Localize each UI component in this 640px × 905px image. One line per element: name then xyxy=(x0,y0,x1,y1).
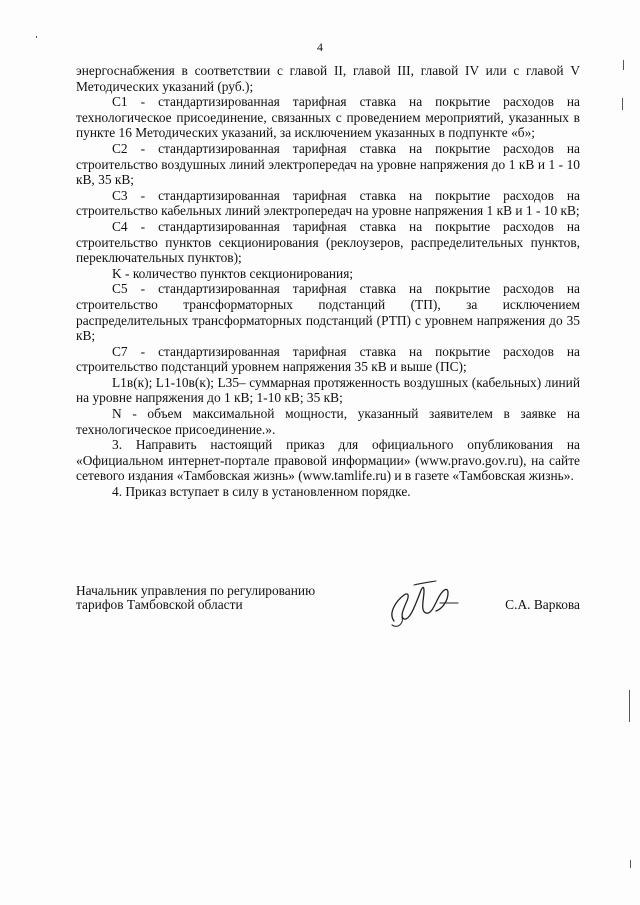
paragraph-continuation: энергоснабжения в соответствии с главой II, главой III, главой IV или с главой V Методических указаний (руб.); xyxy=(76,63,580,94)
scan-edge-mark xyxy=(622,98,623,110)
signatory-name: С.А. Варкова xyxy=(505,597,580,612)
paragraph-c4: C4 - стандартизированная тарифная ставка на покрытие расходов на строительство пунктов секционирования (реклоузеров, распределительных пунктов, переключательных пунктов); xyxy=(76,218,580,266)
paragraph-c1: C1 - стандартизированная тарифная ставка на покрытие расходов на технологическое присоединение, связанных с проведением мероприятий, указанных в пункте 16 Методических указаний, за исключением указанных в подпункте «б»; xyxy=(76,94,580,141)
signature-block xyxy=(76,583,580,633)
signatory-title-line-1: Начальник управления по регулированию xyxy=(76,583,316,598)
scan-edge-mark xyxy=(629,690,630,722)
page-number: 4 xyxy=(317,40,323,54)
paragraph-item-3: 3. Направить настоящий приказ для официального опубликования на «Официальном интернет-портале правовой информации» (www.pravo.gov.ru), на сайте сетевого издания «Тамбовская жизнь» (www.tamlife.ru) и в газете «Тамбовская жизнь». xyxy=(76,437,580,484)
paragraph-k: K - количество пунктов секционирования; xyxy=(112,265,354,281)
paragraph-c7: C7 - стандартизированная тарифная ставка на покрытие расходов на строительство подстанций уровнем напряжения 35 кВ и выше (ПС); xyxy=(76,343,580,375)
paragraph-c3: C3 - стандартизированная тарифная ставка на покрытие расходов на строительство кабельных линий электропередач на уровне напряжения 1 кВ и 1 - 10 кВ; xyxy=(76,187,580,219)
scan-edge-mark xyxy=(36,36,37,38)
handwritten-signature xyxy=(374,573,484,633)
scan-edge-mark xyxy=(623,60,624,70)
paragraph-n: N - объем максимальной мощности, указанный заявителем в заявке на технологическое присоединение.». xyxy=(76,406,580,437)
document-body xyxy=(76,63,580,500)
paragraph-item-4: 4. Приказ вступает в силу в установленном порядке. xyxy=(112,484,411,500)
paragraph-c2: C2 - стандартизированная тарифная ставка на покрытие расходов на строительство воздушных линий электропередач на уровне напряжения до 1 кВ и 1 - 10 кВ, 35 кВ; xyxy=(76,140,580,188)
paragraph-lengths: L1в(к); L1-10в(к); L35– суммарная протяженность воздушных (кабельных) линий на уровне напряжения до 1 кВ; 1-10 кВ; 35 кВ; xyxy=(76,374,580,406)
scan-edge-mark xyxy=(630,860,631,868)
signatory-title-line-2: тарифов Тамбовской области xyxy=(76,597,243,612)
paragraph-c5: C5 - стандартизированная тарифная ставка на покрытие расходов на строительство трансформаторных подстанций (ТП), за исключением распределительных трансформаторных подстанций (РТП) с уровнем напряжения до 35 кВ; xyxy=(76,281,580,344)
